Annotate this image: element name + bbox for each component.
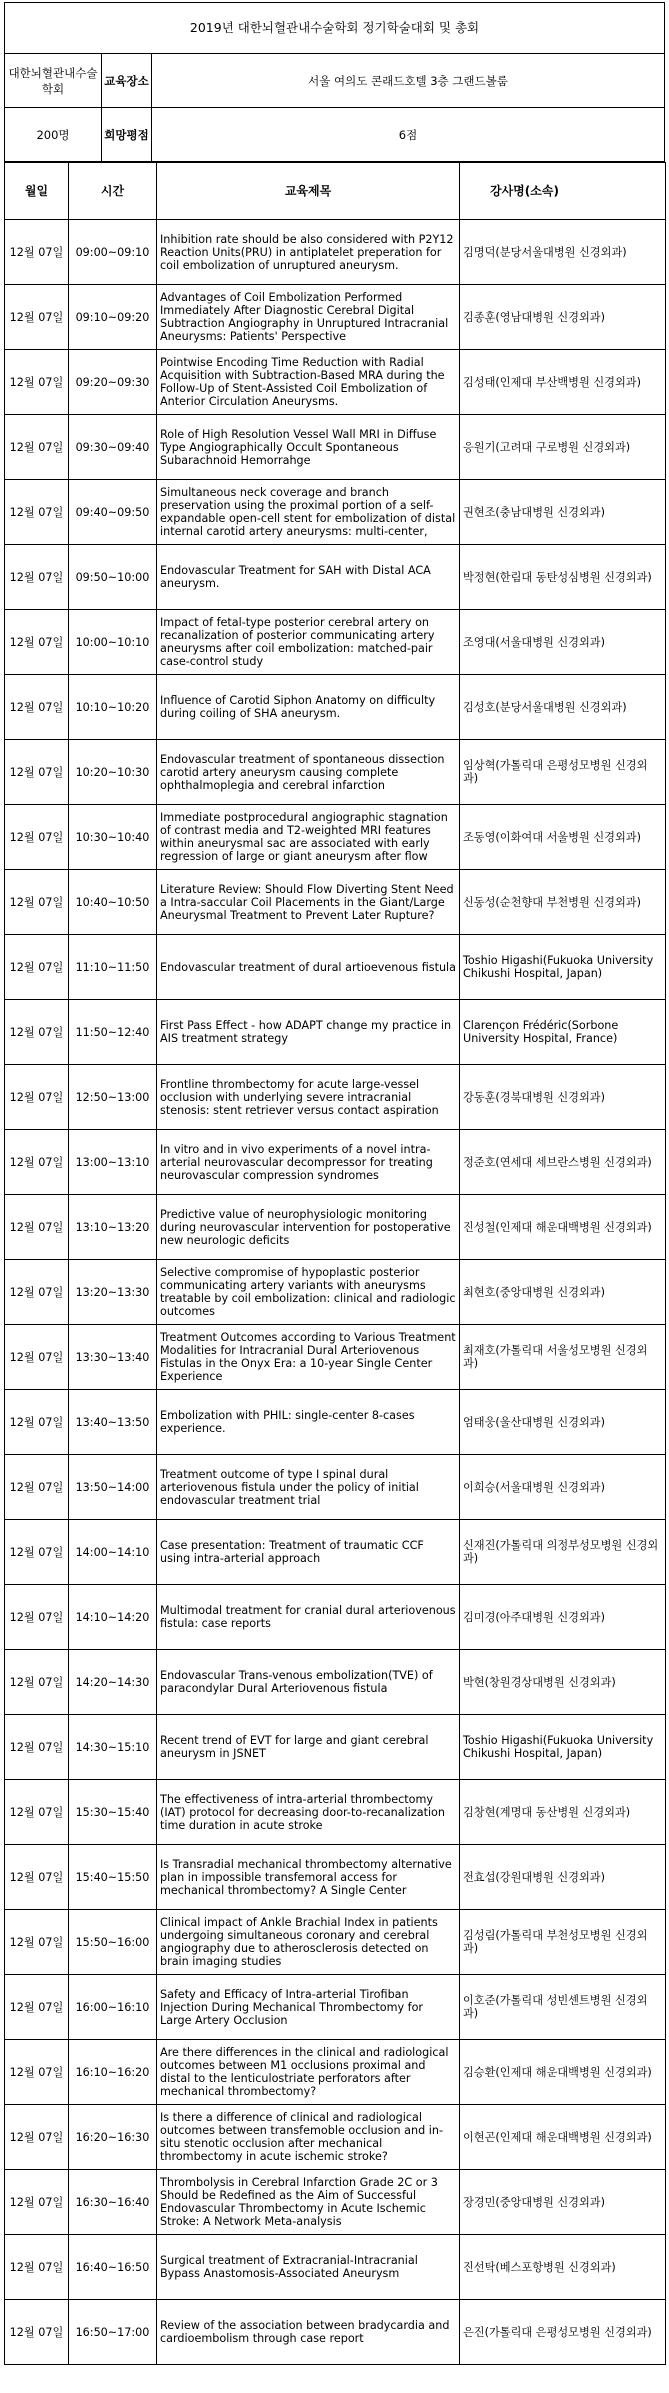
session-date: 12월 07일 — [5, 2040, 69, 2105]
session-topic: In vitro and in vivo experiments of a novel intra-arterial neurovascular decompressor for treating neurovascular compression syndromes — [157, 1130, 460, 1195]
session-topic: Are there differences in the clinical and radiological outcomes between M1 occlusions proximal and distal to the lenticulostriate perforators after mechanical thrombectomy? — [157, 2040, 460, 2105]
session-lecturer: 정준호(연세대 세브란스병원 신경외과) — [460, 1130, 666, 1195]
session-time: 13:30~13:40 — [69, 1325, 157, 1390]
schedule-row — [5, 350, 666, 415]
session-date: 12월 07일 — [5, 610, 69, 675]
session-time: 12:50~13:00 — [69, 1065, 157, 1130]
session-topic: Simultaneous neck coverage and branch preservation using the proximal portion of a self-expandable open-cell stent for embolization of distal internal carotid artery aneurysms: multi-center, — [157, 480, 460, 545]
session-topic: Thrombolysis in Cerebral Infarction Grade 2C or 3 Should be Redefined as the Aim of Successful Endovascular Thrombectomy in Acute Ischemic Stroke: A Network Meta-analysis — [157, 2170, 460, 2235]
schedule-row — [5, 870, 666, 935]
schedule-row — [5, 480, 666, 545]
schedule-row — [5, 1715, 666, 1780]
schedule-row — [5, 1780, 666, 1845]
session-date: 12월 07일 — [5, 2235, 69, 2300]
schedule-row — [5, 1065, 666, 1130]
info-table — [4, 53, 665, 162]
schedule-row — [5, 220, 666, 285]
session-topic: Review of the association between bradycardia and cardioembolism through case report — [157, 2300, 460, 2365]
session-time: 14:30~15:10 — [69, 1715, 157, 1780]
session-date: 12월 07일 — [5, 350, 69, 415]
session-time: 15:40~15:50 — [69, 1845, 157, 1910]
schedule-row — [5, 935, 666, 1000]
session-topic: Is Transradial mechanical thrombectomy alternative plan in impossible transfemoral access for mechanical thrombectomy? A Single Center — [157, 1845, 460, 1910]
session-lecturer: 응원기(고려대 구로병원 신경외과) — [460, 415, 666, 480]
session-lecturer: 전효섭(강원대병원 신경외과) — [460, 1845, 666, 1910]
session-lecturer: 김종훈(영남대병원 신경외과) — [460, 285, 666, 350]
schedule-row — [5, 1130, 666, 1195]
schedule-row — [5, 2105, 666, 2170]
session-topic: Endovascular treatment of dural artioevenous fistula — [157, 935, 460, 1000]
schedule-row — [5, 1520, 666, 1585]
session-lecturer: 최재호(가톨릭대 서울성모병원 신경외과) — [460, 1325, 666, 1390]
session-lecturer: 이호준(가톨릭대 성빈센트병원 신경외과) — [460, 1975, 666, 2040]
session-time: 16:30~16:40 — [69, 2170, 157, 2235]
schedule-row — [5, 285, 666, 350]
session-time: 16:10~16:20 — [69, 2040, 157, 2105]
schedule-row — [5, 2300, 666, 2365]
session-date: 12월 07일 — [5, 1910, 69, 1975]
session-lecturer: 조영대(서울대병원 신경외과) — [460, 610, 666, 675]
schedule-row — [5, 740, 666, 805]
session-lecturer: 최현호(중앙대병원 신경외과) — [460, 1260, 666, 1325]
schedule-row — [5, 2235, 666, 2300]
session-time: 09:50~10:00 — [69, 545, 157, 610]
schedule-row — [5, 1195, 666, 1260]
session-topic: Treatment Outcomes according to Various Treatment Modalities for Intracranial Dural Arteriovenous Fistulas in the Onyx Era: a 10-year Single Center Experience — [157, 1325, 460, 1390]
schedule-row — [5, 415, 666, 480]
schedule-row — [5, 1000, 666, 1065]
session-lecturer: 이현곤(인제대 해운대백병원 신경외과) — [460, 2105, 666, 2170]
session-time: 09:10~09:20 — [69, 285, 157, 350]
venue-label: 교육장소 — [102, 54, 152, 108]
session-date: 12월 07일 — [5, 1780, 69, 1845]
session-topic: Case presentation: Treatment of traumatic CCF using intra-arterial approach — [157, 1520, 460, 1585]
session-time: 15:30~15:40 — [69, 1780, 157, 1845]
session-topic: Frontline thrombectomy for acute large-vessel occlusion with underlying severe intracranial stenosis: stent retriever versus contact aspiration — [157, 1065, 460, 1130]
session-topic: Predictive value of neurophysiologic monitoring during neurovascular intervention for postoperative new neurologic deficits — [157, 1195, 460, 1260]
schedule-body — [5, 220, 666, 2365]
session-date: 12월 07일 — [5, 1520, 69, 1585]
session-date: 12월 07일 — [5, 1260, 69, 1325]
session-time: 11:10~11:50 — [69, 935, 157, 1000]
credit-label: 희망평점 — [102, 108, 152, 162]
session-time: 14:10~14:20 — [69, 1585, 157, 1650]
schedule-row — [5, 805, 666, 870]
session-time: 10:30~10:40 — [69, 805, 157, 870]
session-topic: Influence of Carotid Siphon Anatomy on difficulty during coiling of SHA aneurysm. — [157, 675, 460, 740]
session-lecturer: 은진(가톨릭대 은평성모병원 신경외과) — [460, 2300, 666, 2365]
session-topic: Endovascular Treatment for SAH with Distal ACA aneurysm. — [157, 545, 460, 610]
venue-value: 서울 여의도 콘래드호텔 3층 그랜드볼룸 — [152, 54, 665, 108]
schedule-row — [5, 1650, 666, 1715]
session-topic: Role of High Resolution Vessel Wall MRI in Diffuse Type Angiographically Occult Spontaneous Subarachnoid Hemorrahge — [157, 415, 460, 480]
session-time: 13:00~13:10 — [69, 1130, 157, 1195]
session-topic: Embolization with PHIL: single-center 8-cases experience. — [157, 1390, 460, 1455]
session-lecturer: 진성철(인제대 해운대백병원 신경외과) — [460, 1195, 666, 1260]
session-time: 09:20~09:30 — [69, 350, 157, 415]
session-lecturer: 이희승(서울대병원 신경외과) — [460, 1455, 666, 1520]
session-time: 09:40~09:50 — [69, 480, 157, 545]
session-time: 13:40~13:50 — [69, 1390, 157, 1455]
session-topic: Is there a difference of clinical and radiological outcomes between transfemoble occlusion and in-situ stenotic occlusion after mechanical thrombectomy in acute ischemic stroke? — [157, 2105, 460, 2170]
session-topic: The effectiveness of intra-arterial thrombectomy (IAT) protocol for decreasing door-to-recanalization time duration in acute stroke — [157, 1780, 460, 1845]
session-date: 12월 07일 — [5, 285, 69, 350]
session-topic: Inhibition rate should be also considered with P2Y12 Reaction Units(PRU) in antiplatelet preperation for coil embolization of unruptured aneurysm. — [157, 220, 460, 285]
page-title: 2019년 대한뇌혈관내수술학회 정기학술대회 및 총회 — [4, 2, 665, 53]
session-lecturer: Toshio Higashi(Fukuoka University Chikushi Hospital, Japan) — [460, 1715, 666, 1780]
session-time: 14:00~14:10 — [69, 1520, 157, 1585]
session-time: 10:00~10:10 — [69, 610, 157, 675]
session-lecturer: 박현(창원경상대병원 신경외과) — [460, 1650, 666, 1715]
session-lecturer: 신재진(가톨릭대 의정부성모병원 신경외과) — [460, 1520, 666, 1585]
session-lecturer: 임상혁(가톨릭대 은평성모병원 신경외과) — [460, 740, 666, 805]
session-date: 12월 07일 — [5, 1195, 69, 1260]
session-date: 12월 07일 — [5, 1715, 69, 1780]
session-time: 16:00~16:10 — [69, 1975, 157, 2040]
session-time: 10:40~10:50 — [69, 870, 157, 935]
session-lecturer: 김성호(분당서울대병원 신경외과) — [460, 675, 666, 740]
session-topic: Recent trend of EVT for large and giant cerebral aneurysm in JSNET — [157, 1715, 460, 1780]
session-topic: Endovascular Trans-venous embolization(TVE) of paracondylar Dural Arteriovenous fistula — [157, 1650, 460, 1715]
session-date: 12월 07일 — [5, 1455, 69, 1520]
session-topic: Immediate postprocedural angiographic stagnation of contrast media and T2-weighted MRI features within aneurysmal sac are associated with early regression of large or giant aneurysm after flow — [157, 805, 460, 870]
header-month: 월일 — [5, 163, 69, 220]
session-date: 12월 07일 — [5, 740, 69, 805]
schedule-row — [5, 545, 666, 610]
session-lecturer: 진선탁(베스포항병원 신경외과) — [460, 2235, 666, 2300]
session-time: 16:40~16:50 — [69, 2235, 157, 2300]
schedule-row — [5, 610, 666, 675]
session-lecturer: 권현조(충남대병원 신경외과) — [460, 480, 666, 545]
schedule-row — [5, 1325, 666, 1390]
session-topic: Endovascular treatment of spontaneous dissection carotid artery aneurysm causing complete ophthalmoplegia and cerebral infarction — [157, 740, 460, 805]
session-lecturer: 김성태(인제대 부산백병원 신경외과) — [460, 350, 666, 415]
session-time: 10:10~10:20 — [69, 675, 157, 740]
session-date: 12월 07일 — [5, 1975, 69, 2040]
session-date: 12월 07일 — [5, 220, 69, 285]
schedule-header-row — [5, 163, 666, 220]
session-lecturer: 김미경(아주대병원 신경외과) — [460, 1585, 666, 1650]
session-time: 09:00~09:10 — [69, 220, 157, 285]
session-lecturer: 강동훈(경북대병원 신경외과) — [460, 1065, 666, 1130]
session-date: 12월 07일 — [5, 870, 69, 935]
session-date: 12월 07일 — [5, 1845, 69, 1910]
schedule-row — [5, 1845, 666, 1910]
session-topic: Clinical impact of Ankle Brachial Index in patients undergoing simultaneous coronary and cerebral angiography due to atherosclerosis detected on brain imaging studies — [157, 1910, 460, 1975]
schedule-row — [5, 1455, 666, 1520]
session-time: 13:50~14:00 — [69, 1455, 157, 1520]
session-date: 12월 07일 — [5, 675, 69, 740]
session-date: 12월 07일 — [5, 480, 69, 545]
session-time: 13:20~13:30 — [69, 1260, 157, 1325]
session-lecturer: Clarençon Frédéric(Sorbone University Hospital, France) — [460, 1000, 666, 1065]
schedule-row — [5, 675, 666, 740]
session-lecturer: 조동영(이화여대 서울병원 신경외과) — [460, 805, 666, 870]
session-topic: Surgical treatment of Extracranial-Intracranial Bypass Anastomosis-Associated Aneurysm — [157, 2235, 460, 2300]
session-topic: Selective compromise of hypoplastic posterior communicating artery variants with aneurysms treatable by coil embolization: clinical and radiologic outcomes — [157, 1260, 460, 1325]
session-time: 14:20~14:30 — [69, 1650, 157, 1715]
session-date: 12월 07일 — [5, 1325, 69, 1390]
credit-value: 6점 — [152, 108, 665, 162]
schedule-table — [4, 162, 666, 2365]
session-date: 12월 07일 — [5, 2300, 69, 2365]
session-topic: Safety and Efficacy of Intra-arterial Tirofiban Injection During Mechanical Thrombectomy for Large Artery Occlusion — [157, 1975, 460, 2040]
header-lecturer: 강사명(소속) — [460, 163, 666, 220]
session-date: 12월 07일 — [5, 1065, 69, 1130]
session-time: 15:50~16:00 — [69, 1910, 157, 1975]
session-date: 12월 07일 — [5, 1130, 69, 1195]
session-lecturer: 김명덕(분당서울대병원 신경외과) — [460, 220, 666, 285]
session-date: 12월 07일 — [5, 1585, 69, 1650]
schedule-row — [5, 1260, 666, 1325]
schedule-row — [5, 1975, 666, 2040]
session-topic: Multimodal treatment for cranial dural arteriovenous fistula: case reports — [157, 1585, 460, 1650]
session-time: 11:50~12:40 — [69, 1000, 157, 1065]
session-lecturer: Toshio Higashi(Fukuoka University Chikushi Hospital, Japan) — [460, 935, 666, 1000]
document-page — [0, 2, 669, 2393]
session-lecturer: 엄태웅(울산대병원 신경외과) — [460, 1390, 666, 1455]
session-lecturer: 김성림(가톨릭대 부천성모병원 신경외과) — [460, 1910, 666, 1975]
session-time: 10:20~10:30 — [69, 740, 157, 805]
schedule-row — [5, 1585, 666, 1650]
session-time: 16:50~17:00 — [69, 2300, 157, 2365]
schedule-row — [5, 1910, 666, 1975]
session-date: 12월 07일 — [5, 1390, 69, 1455]
session-topic: First Pass Effect - how ADAPT change my practice in AIS treatment strategy — [157, 1000, 460, 1065]
society-name: 대한뇌혈관내수술학회 — [5, 54, 102, 108]
session-topic: Advantages of Coil Embolization Performed Immediately After Diagnostic Cerebral Digital Subtraction Angiography in Unruptured Intracranial Aneurysms: Patients' Perspective — [157, 285, 460, 350]
schedule-row — [5, 2040, 666, 2105]
session-topic: Literature Review: Should Flow Diverting Stent Need a Intra-saccular Coil Placements in the Giant/Large Aneurysmal Treatment to Prevent Later Rupture? — [157, 870, 460, 935]
session-date: 12월 07일 — [5, 2105, 69, 2170]
session-lecturer: 김승환(인제대 해운대백병원 신경외과) — [460, 2040, 666, 2105]
session-date: 12월 07일 — [5, 415, 69, 480]
session-lecturer: 장경민(중앙대병원 신경외과) — [460, 2170, 666, 2235]
session-time: 13:10~13:20 — [69, 1195, 157, 1260]
schedule-row — [5, 2170, 666, 2235]
session-date: 12월 07일 — [5, 805, 69, 870]
session-topic: Impact of fetal-type posterior cerebral artery on recanalization of posterior communicating artery aneurysms after coil embolization: matched-pair case-control study — [157, 610, 460, 675]
session-date: 12월 07일 — [5, 1650, 69, 1715]
session-lecturer: 박정현(한림대 동탄성심병원 신경외과) — [460, 545, 666, 610]
session-lecturer: 김창현(계명대 동산병원 신경외과) — [460, 1780, 666, 1845]
capacity-value: 200명 — [5, 108, 102, 162]
session-date: 12월 07일 — [5, 1000, 69, 1065]
session-date: 12월 07일 — [5, 935, 69, 1000]
schedule-row — [5, 1390, 666, 1455]
session-topic: Treatment outcome of type I spinal dural arteriovenous fistula under the policy of initial endovascular treatment trial — [157, 1455, 460, 1520]
session-date: 12월 07일 — [5, 545, 69, 610]
session-time: 16:20~16:30 — [69, 2105, 157, 2170]
session-time: 09:30~09:40 — [69, 415, 157, 480]
session-topic: Pointwise Encoding Time Reduction with Radial Acquisition with Subtraction-Based MRA during the Follow-Up of Stent-Assisted Coil Embolization of Anterior Circulation Aneurysms. — [157, 350, 460, 415]
session-date: 12월 07일 — [5, 2170, 69, 2235]
header-topic: 교육제목 — [157, 163, 460, 220]
header-time: 시간 — [69, 163, 157, 220]
session-lecturer: 신동성(순천향대 부천병원 신경외과) — [460, 870, 666, 935]
